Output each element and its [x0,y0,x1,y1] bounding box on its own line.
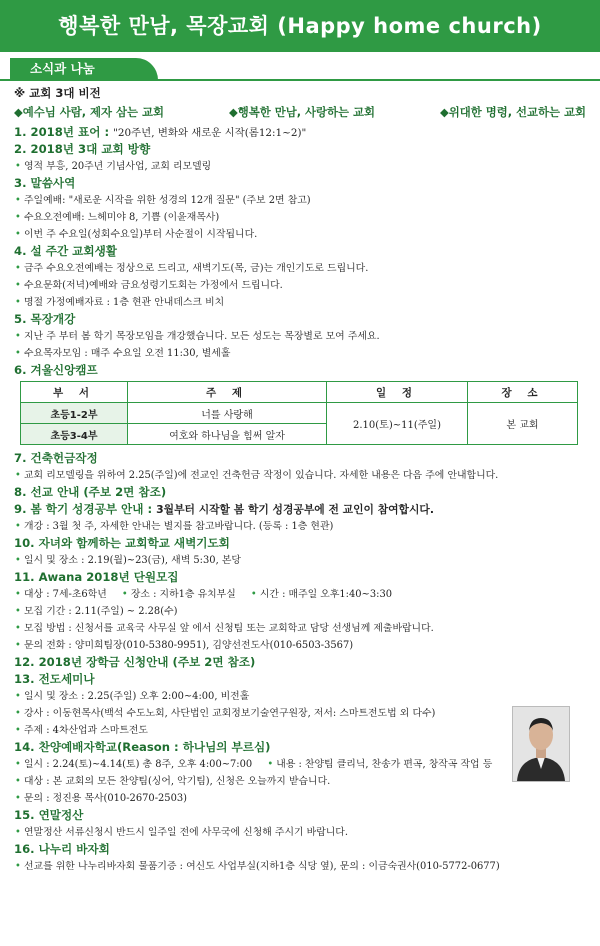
section-title [14,501,586,518]
section-title: 12. 2018년 장학금 신청안내 (주보 2면 참조) [14,655,256,669]
section-title: 8. 선교 안내 (주보 2면 참조) [14,485,167,499]
schedule-cell: 2.10(토)~11(주일) [327,403,468,445]
section-title: 6. 겨울신앙캠프 [14,363,98,377]
vision-item: ◆행복한 만남, 사랑하는 교회 [228,105,375,119]
section-title [14,124,586,141]
section-heading: 1. 2018년 표어 : [14,125,110,139]
section-title: 7. 건축헌금작정 [14,451,98,465]
column-header: 부 서 [21,382,128,403]
news-tab: 소식과 나눔 [10,58,158,80]
column-header: 주 제 [128,382,327,403]
section-title: 10. 자녀와 함께하는 교회학교 새벽기도회 [14,536,230,550]
list-item: • 영적 부흥, 20주년 기념사업, 교회 리모델링 [14,158,586,175]
dept-cell: 초등3-4부 [21,424,128,445]
section-title: 14. 찬양예배자학교(Reason : 하나님의 부르심) [14,740,271,754]
list-item: • 문의 전화 : 양미희팀장(010-5380-9951), 김양선전도사(010-6503-3567) [14,637,586,654]
header-title: 행복한 만남, 목장교회 (Happy home church) [58,14,542,38]
section-title: 5. 목장개강 [14,312,76,326]
list-item: • 일시 및 장소 : 2.19(월)~23(금), 새벽 5:30, 본당 [14,552,586,569]
list-item: • 모집 기간 : 2.11(주일) ~ 2.28(수) [14,603,586,620]
vision-item: ◆위대한 명령, 선교하는 교회 [439,105,586,119]
section-title: 11. Awana 2018년 단원모집 [14,570,179,584]
section-title: 4. 설 주간 교회생활 [14,244,117,258]
topic-cell: 여호와 하나님을 힘써 알자 [128,424,327,445]
list-item: • 주일예배: "새로운 시작을 위한 성경의 12개 질문" (주보 2면 참고) [14,192,586,209]
person-portrait-icon [513,707,569,781]
vision-list [14,102,586,122]
camp-table [20,381,578,445]
vision-title: ※ 교회 3대 비전 [14,86,101,100]
list-item: • 수요문화(저녁)예배와 금요성령기도회는 가정에서 드립니다. [14,277,586,294]
section-tab-bar [0,56,600,82]
list-item: • 주제 : 4차산업과 스마트전도 [14,722,586,739]
column-header: 장 소 [468,382,578,403]
list-item: • 이번 주 수요일(성회수요일)부터 사순절이 시작됩니다. [14,226,586,243]
list-item: • 교회 리모델링을 위하여 2.25(주일)에 전교인 건축헌금 작정이 있습니다. 자세한 내용은 다음 주에 안내합니다. [14,467,586,484]
list-item: • 일시 및 장소 : 2.25(주일) 오후 2:00~4:00, 비전홀 [14,688,586,705]
list-item: • 개강 : 3월 첫 주, 자세한 안내는 별지를 참고바랍니다. (등록 : 1층 현관) [14,518,586,535]
awana-target: 대상 : 7세-초6학년 [24,589,107,600]
table-header-row [21,382,578,403]
section-title: 15. 연말정산 [14,808,84,822]
speaker-photo [512,706,570,782]
vision-item: ◆예수님 사람, 제자 삼는 교회 [14,105,164,119]
section-title: 2. 2018년 3대 교회 방향 [14,142,151,156]
section-title: 13. 전도세미나 [14,672,95,686]
place-cell: 본 교회 [468,403,578,445]
bulletin-header [0,0,600,52]
list-item: • 수요목자모임 : 매주 수요일 오전 11:30, 별세홀 [14,345,586,362]
list-item: • 강사 : 이동현목사(백석 수도노회, 사단법인 교회정보기술연구원장, 저서: 스마트전도법 외 다수) [14,705,586,722]
awana-time: • 시간 : 매주일 오후1:40~3:30 [251,589,392,600]
list-item: • 문의 : 정진용 목사(010-2670-2503) [14,790,586,807]
dept-cell: 초등1-2부 [21,403,128,424]
section-title: 3. 말씀사역 [14,176,76,190]
list-item [14,586,586,603]
list-item: • 명절 가정예배자료 : 1층 현관 안내데스크 비치 [14,294,586,311]
section-inline-text: 3월부터 시작할 봄 학기 성경공부에 전 교인이 참여합시다. [156,503,434,516]
section-heading: 9. 봄 학기 성경공부 안내 : [14,502,153,516]
awana-place: • 장소 : 지하1층 유치부실 [122,589,236,600]
list-item: • 수요오전예배: 느헤미야 8, 기쁨 (이윤재목사) [14,209,586,226]
school-content: • 내용 : 찬양팀 클리닉, 찬송가 편곡, 창작곡 작업 등 [267,759,492,770]
list-item: • 연말정산 서류신청시 반드시 일주일 전에 사무국에 신청해 주시기 바랍니다. [14,824,586,841]
list-item: • 선교를 위한 나누리바자회 물품기증 : 여신도 사업부실(지하1층 식당 옆), 문의 : 이금숙권사(010-5772-0677) [14,858,586,875]
list-item: • 대상 : 본 교회의 모든 찬양팀(싱어, 악기팀), 신청은 오늘까지 받습니다. [14,773,586,790]
motto-text: "20주년, 변화와 새로운 시작(롬12:1~2)" [113,127,307,139]
school-date: 일시 : 2.24(토)~4.14(토) 총 8주, 오후 4:00~7:00 [24,759,253,770]
list-item [14,756,586,773]
table-row [21,403,578,424]
list-item: • 금주 수요오전예배는 정상으로 드리고, 새벽기도(목, 금)는 개인기도로 드립니다. [14,260,586,277]
list-item: • 지난 주 부터 봄 학기 목장모임을 개강했습니다. 모든 성도는 목장별로 모여 주세요. [14,328,586,345]
topic-cell: 너를 사랑해 [128,403,327,424]
section-title: 16. 나누리 바자회 [14,842,110,856]
list-item: • 모집 방법 : 신청서를 교육국 사무실 앞 에서 신청팀 또는 교회학교 담당 선생님께 제출바랍니다. [14,620,586,637]
news-content [14,84,586,875]
column-header: 일 정 [327,382,468,403]
